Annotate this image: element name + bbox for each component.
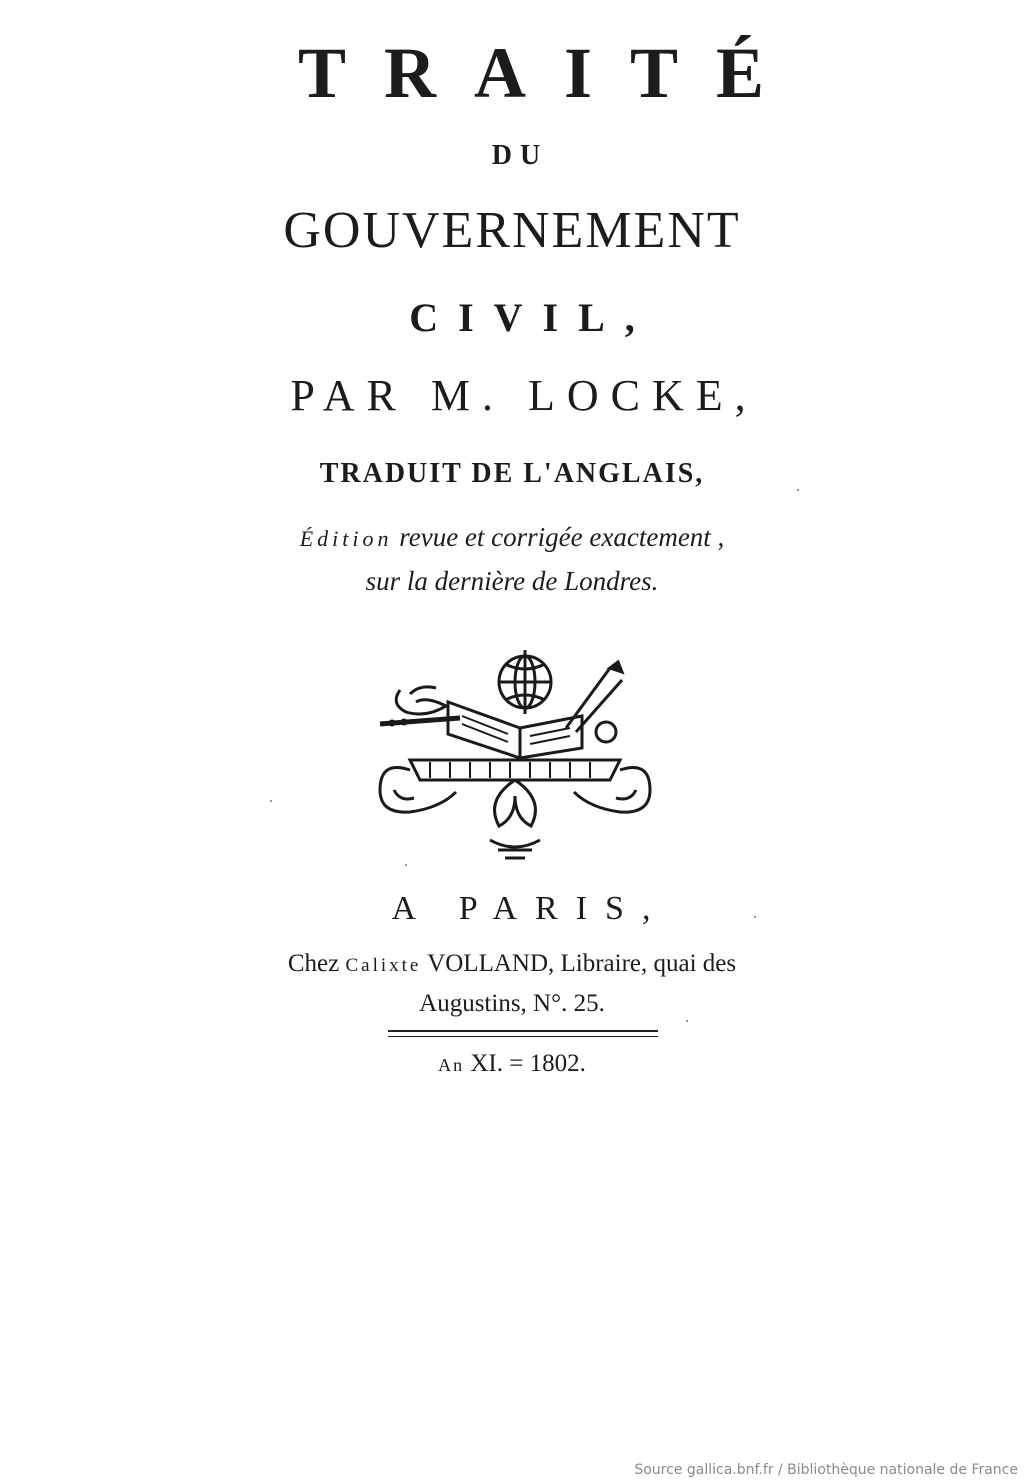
publisher-name-first: Calixte	[345, 955, 422, 976]
double-rule-top	[388, 1030, 658, 1032]
printers-ornament-image	[370, 640, 660, 870]
author-line: PAR M. LOCKE,	[290, 371, 758, 420]
source-credit: Source gallica.bnf.fr / Bibliothèque nationale de France	[634, 1462, 1018, 1478]
edition-line	[0, 522, 1024, 553]
publisher-line	[0, 950, 1024, 978]
date-an: An	[438, 1055, 465, 1075]
publisher-pre: Chez	[287, 950, 340, 977]
scan-speck	[686, 1020, 688, 1022]
publisher-line-2: Augustins, N°. 25.	[419, 990, 605, 1017]
publisher-post: VOLLAND, Libraire, quai des	[427, 950, 737, 977]
date-rest: XI. = 1802.	[470, 1050, 586, 1077]
title-line-du: DU	[491, 140, 549, 171]
edition-rest: revue et corrigée exactement ,	[399, 522, 725, 552]
translation-line: TRADUIT DE L'ANGLAIS,	[319, 458, 705, 489]
edition-word: Édition	[299, 526, 393, 551]
title-line-civil: CIVIL,	[409, 295, 655, 340]
scan-speck	[797, 489, 799, 491]
scan-speck	[270, 800, 272, 802]
title-line-gouvernement: GOUVERNEMENT	[283, 202, 741, 259]
edition-line-2: sur la dernière de Londres.	[365, 566, 659, 596]
double-rule-bottom	[388, 1036, 658, 1037]
scan-speck	[754, 916, 756, 918]
scan-speck	[405, 864, 407, 866]
title-line-traite: TRAITÉ	[297, 33, 803, 113]
imprint-place: A PARIS,	[391, 890, 669, 927]
imprint-date	[0, 1050, 1024, 1078]
